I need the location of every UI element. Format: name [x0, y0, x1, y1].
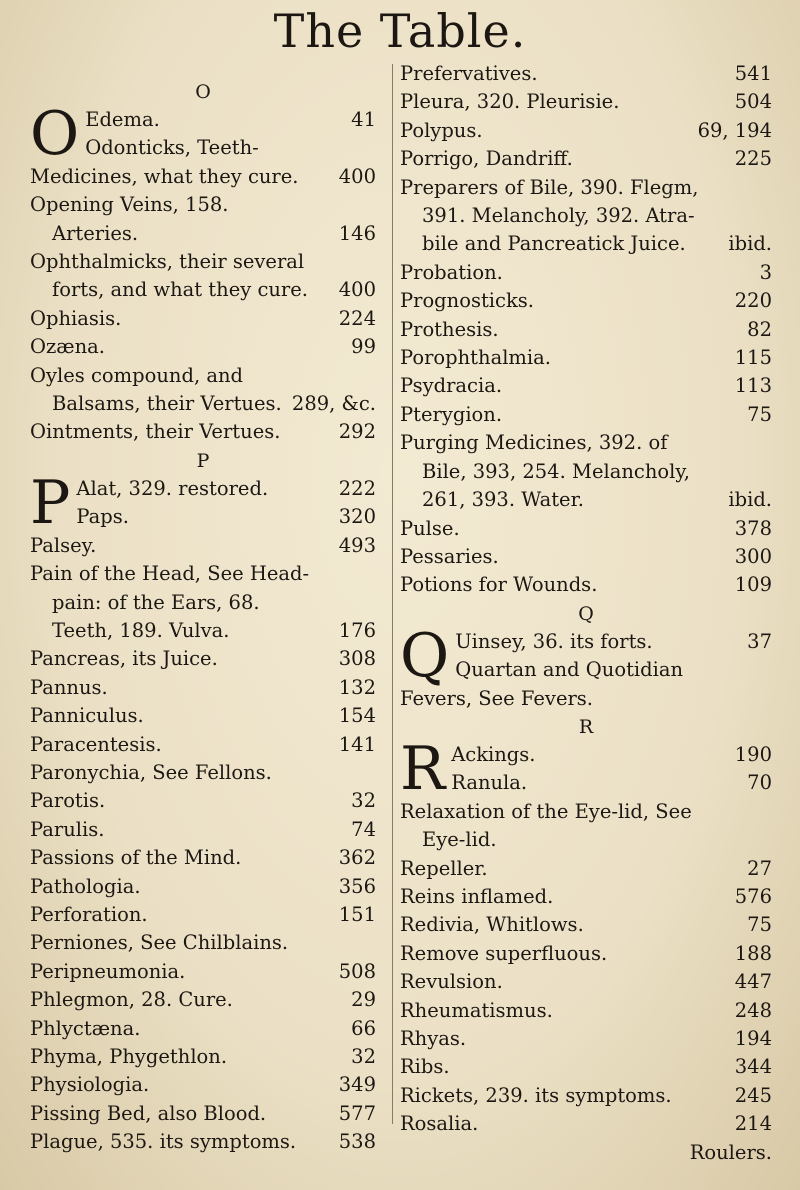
entry-text: Relaxation of the Eye-lid, See Eye-lid. [400, 799, 692, 852]
entry-text: Pannus. [30, 675, 108, 699]
entry-text: Prefervatives. [400, 62, 538, 85]
entry-page: 32 [351, 789, 376, 813]
index-entry [30, 844, 376, 872]
entry-text: Perniones, See Chilblains. [30, 931, 289, 955]
entry-text: Pancreas, its Juice. [30, 647, 218, 671]
index-entry [400, 628, 772, 656]
index-entry [30, 1128, 376, 1156]
index-entry [400, 316, 772, 344]
entry-text: Pathologia. [30, 874, 141, 898]
catchword: Roulers. [689, 1140, 772, 1164]
entry-text: Oyles compound, and Balsams, their Vertues. [30, 363, 282, 416]
entry-text: Paracentesis. [30, 732, 162, 756]
entry-page: 300 [734, 544, 772, 568]
index-entry [400, 883, 772, 911]
index-entry [400, 997, 772, 1025]
entry-text: Polypus. [400, 118, 483, 142]
entry-page: 75 [747, 913, 772, 937]
entry-text: Panniculus. [30, 704, 144, 728]
index-entry [400, 372, 772, 400]
index-entry [400, 145, 772, 173]
entry-text: Parotis. [30, 789, 106, 813]
drop-cap-r: R [400, 740, 446, 798]
entry-text: Pissing Bed, also Blood. [30, 1101, 267, 1125]
entry-page: 504 [734, 90, 772, 114]
left-column [30, 78, 376, 1157]
entry-page: 292 [338, 420, 376, 444]
index-entry [400, 656, 772, 713]
entry-page: 70 [747, 771, 772, 795]
index-entry [400, 117, 772, 145]
entry-page: 109 [734, 573, 772, 597]
column-divider [392, 64, 393, 1124]
drop-cap-q: Q [400, 627, 450, 691]
entry-text: Paps. [76, 505, 129, 529]
section-letter-o: O [195, 81, 211, 103]
index-entry [30, 475, 376, 503]
entry-text: Plague, 535. its symptoms. [30, 1130, 297, 1154]
entry-text: Quartan and Quotidian Fevers, See Fevers. [400, 658, 684, 710]
entry-text: Uinsey, 36. its forts. [455, 629, 653, 653]
index-entry [400, 401, 772, 429]
section-letter-q: Q [578, 602, 594, 625]
entry-page: 508 [338, 959, 376, 983]
entry-page: 29 [351, 988, 376, 1012]
index-entry [30, 418, 376, 446]
entry-text: Opening Veins, 158. Arteries. [30, 193, 229, 245]
entry-page: 538 [338, 1130, 376, 1154]
index-entry [30, 248, 376, 305]
entry-text: Preparers of Bile, 390. Flegm, 391. Melancholy, 392. Atra-bile and Pancreatick Juice. [400, 175, 699, 256]
entry-page: 37 [747, 629, 772, 653]
right-column [400, 60, 772, 1167]
entry-text: Palsey. [30, 533, 97, 557]
index-entry [400, 769, 772, 797]
index-entry [400, 344, 772, 372]
index-entry [400, 1110, 772, 1138]
index-entry [30, 560, 376, 645]
entry-text: Rickets, 239. its symptoms. [400, 1083, 672, 1107]
index-entry [30, 873, 376, 901]
entry-page: 245 [734, 1083, 772, 1107]
entry-text: Redivia, Whitlows. [400, 913, 584, 937]
entry-text: Paronychia, See Fellons. [30, 760, 272, 784]
index-entry [30, 674, 376, 702]
entry-page: 400 [338, 278, 376, 302]
entry-page: 3 [759, 260, 772, 284]
entry-page: 176 [338, 618, 376, 642]
entry-page: 99 [351, 335, 376, 359]
index-entry [400, 543, 772, 571]
entry-text: Pleura, 320. Pleurisie. [400, 90, 620, 114]
drop-block-r [400, 741, 772, 798]
entry-text: Probation. [400, 260, 503, 284]
entry-text: Rosalia. [400, 1112, 479, 1136]
entry-page: 222 [338, 476, 376, 500]
index-entry [400, 287, 772, 315]
index-entry [30, 532, 376, 560]
entry-page: 146 [338, 221, 376, 245]
entry-page: 493 [338, 533, 376, 557]
entry-page: 577 [338, 1101, 376, 1125]
entry-page: 151 [338, 902, 376, 926]
drop-cap-p: P [30, 474, 71, 532]
entry-text: Ophiasis. [30, 306, 122, 330]
index-entry [400, 1053, 772, 1081]
index-entry [30, 1071, 376, 1099]
index-entry [400, 1082, 772, 1110]
entry-text: Potions for Wounds. [400, 573, 598, 597]
index-entry [30, 986, 376, 1014]
entry-text: Ointments, their Vertues. [30, 420, 281, 444]
entry-page: 400 [338, 164, 376, 188]
entry-page: 220 [734, 289, 772, 313]
drop-block-q [400, 628, 772, 713]
entry-text: Peripneumonia. [30, 959, 186, 983]
entry-page: 190 [734, 742, 772, 766]
index-entry [30, 645, 376, 673]
index-entry [30, 305, 376, 333]
entry-page: 32 [351, 1045, 376, 1068]
entry-text: Phlegmon, 28. Cure. [30, 988, 233, 1012]
entry-page: 27 [747, 856, 772, 880]
drop-cap-o: O [30, 106, 80, 169]
entry-text: Edema. [85, 108, 160, 131]
index-entry [400, 855, 772, 883]
entry-text: Remove superfluous. [400, 941, 608, 965]
entry-page: 74 [351, 817, 376, 841]
entry-text: Porophthalmia. [400, 346, 551, 370]
index-entry [30, 333, 376, 361]
index-entry [30, 759, 376, 787]
index-entry [400, 798, 772, 855]
entry-page: 349 [338, 1073, 376, 1097]
index-entry [400, 88, 772, 116]
index-entry [30, 1100, 376, 1128]
entry-page: 75 [747, 402, 772, 426]
entry-text: Parulis. [30, 817, 105, 841]
entry-text: Phyma, Phygethlon. [30, 1045, 228, 1068]
entry-text: Revulsion. [400, 970, 503, 994]
entry-text: Repeller. [400, 856, 488, 880]
entry-text: Prothesis. [400, 317, 499, 341]
entry-text: Ophthalmicks, their several forts, and what they cure. [30, 250, 308, 302]
entry-page: 378 [734, 516, 772, 540]
entry-text: Rheumatismus. [400, 998, 553, 1022]
index-entry [30, 191, 376, 248]
entry-page: 69, 194 [697, 118, 772, 142]
index-entry [400, 174, 772, 259]
entry-page: 447 [734, 970, 772, 994]
drop-block-o [30, 106, 376, 191]
entry-page: 132 [338, 675, 376, 699]
entry-page: 82 [747, 317, 772, 341]
entry-page: 320 [338, 505, 376, 529]
entry-text: Phlyctæna. [30, 1016, 141, 1040]
entry-page: 308 [338, 647, 376, 671]
index-entry [30, 503, 376, 531]
index-entry [400, 968, 772, 996]
entry-text: Pterygion. [400, 402, 503, 426]
entry-text: Ranula. [451, 771, 528, 795]
entry-page: 141 [338, 732, 376, 756]
drop-block-p [30, 475, 376, 532]
index-entry [30, 1015, 376, 1043]
index-entry [400, 515, 772, 543]
index-entry [30, 1043, 376, 1071]
entry-text: Pain of the Head, See Head-pain: of the Ears, 68. Teeth, 189. Vulva. [30, 562, 310, 642]
entry-text: Ribs. [400, 1055, 450, 1079]
entry-text: Physiologia. [30, 1073, 150, 1097]
entry-page: 188 [734, 941, 772, 965]
index-entry [400, 1025, 772, 1053]
entry-page: 113 [734, 374, 772, 398]
entry-page: 115 [734, 346, 772, 370]
entry-page: 225 [734, 147, 772, 171]
page-title: The Table. [273, 4, 527, 58]
entry-page: 41 [351, 108, 376, 131]
entry-page: 344 [734, 1055, 772, 1079]
index-entry [400, 60, 772, 88]
entry-page: 248 [734, 998, 772, 1022]
section-letter-p: P [196, 449, 210, 472]
index-entry [400, 259, 772, 287]
entry-text: Passions of the Mind. [30, 846, 242, 870]
index-entry [30, 816, 376, 844]
entry-page: ibid. [728, 488, 772, 512]
entry-text: Prognosticks. [400, 289, 534, 313]
index-entry [400, 911, 772, 939]
index-entry [30, 362, 376, 419]
index-entry [30, 929, 376, 957]
index-entry [30, 731, 376, 759]
entry-text: Perforation. [30, 902, 148, 926]
index-entry [30, 106, 376, 134]
index-entry [400, 741, 772, 769]
entry-page: 362 [338, 846, 376, 870]
section-letter-r: R [578, 715, 594, 738]
entry-text: Alat, 329. restored. [76, 476, 269, 500]
entry-page: 154 [338, 704, 376, 728]
entry-text: Rhyas. [400, 1027, 467, 1050]
index-entry [30, 958, 376, 986]
entry-page: 224 [338, 306, 376, 330]
entry-text: Psydracia. [400, 374, 503, 398]
entry-page: 356 [338, 874, 376, 898]
entry-page: 214 [734, 1112, 772, 1136]
entry-text: Ozæna. [30, 335, 105, 359]
index-entry [30, 901, 376, 929]
index-entry [30, 702, 376, 730]
entry-text: Odonticks, Teeth-Medicines, what they cure. [30, 136, 299, 188]
entry-page: 66 [351, 1016, 376, 1040]
entry-text: Pessaries. [400, 544, 499, 568]
entry-text: Pulse. [400, 516, 460, 540]
index-entry [30, 134, 376, 191]
entry-text: Purging Medicines, 392. of Bile, 393, 254. Melancholy, 261, 393. Water. [400, 431, 690, 512]
entry-text: Reins inflamed. [400, 884, 554, 908]
index-entry [400, 940, 772, 968]
entry-page: 289, &c. [291, 392, 376, 416]
entry-page: 576 [734, 884, 772, 908]
index-entry [400, 429, 772, 514]
index-entry [30, 787, 376, 815]
entry-page: 194 [734, 1027, 772, 1050]
entry-text: Porrigo, Dandriff. [400, 147, 573, 171]
index-entry [400, 571, 772, 599]
entry-page: 541 [734, 62, 772, 85]
entry-text: Ackings. [451, 742, 536, 766]
entry-page: ibid. [728, 232, 772, 256]
